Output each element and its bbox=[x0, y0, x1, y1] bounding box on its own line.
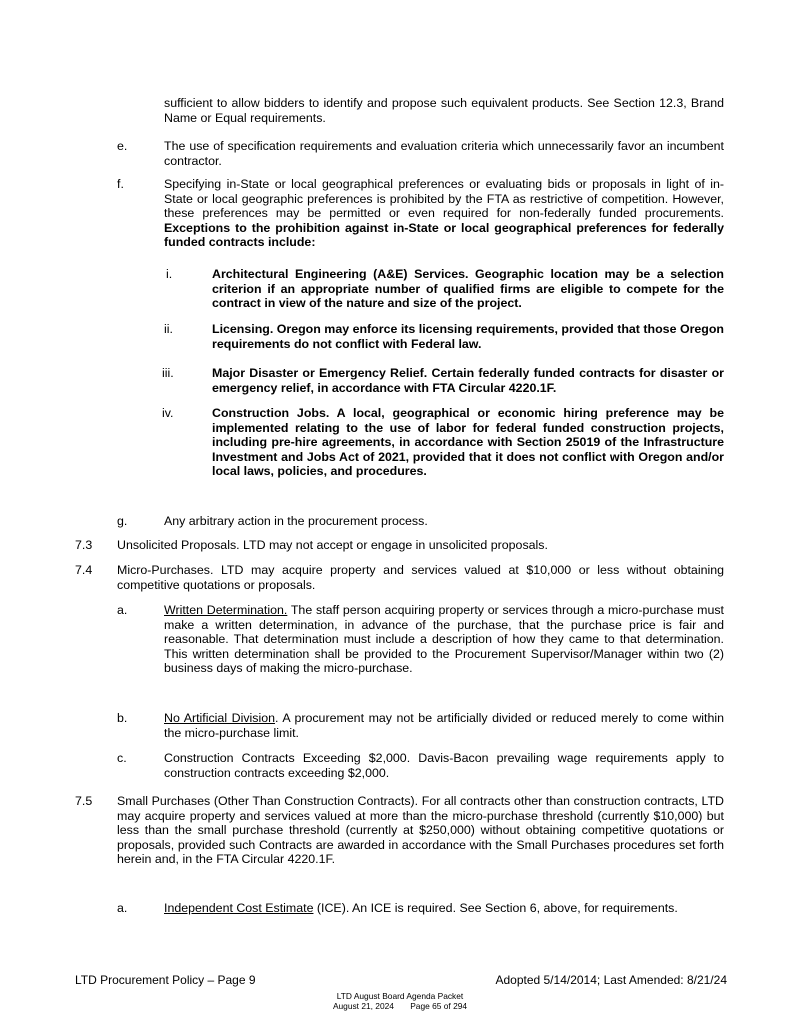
item-f-bold: Exceptions to the prohibition against in-State or local geographical preferences for federally funded contracts include: bbox=[164, 220, 724, 250]
section-7-4-a-label: a. bbox=[117, 603, 128, 617]
item-fii-text: Licensing. Oregon may enforce its licensing requirements, provided that those Oregon requirements do not conflict with Federal law. bbox=[212, 322, 724, 351]
item-e-text: The use of specification requirements and evaluation criteria which unnecessarily favor an incumbent contractor. bbox=[164, 139, 724, 168]
item-g-text: Any arbitrary action in the procurement process. bbox=[164, 514, 428, 528]
item-fii-label: ii. bbox=[164, 322, 173, 336]
item-fiv-label: iv. bbox=[162, 406, 174, 420]
item-f-text: Specifying in-State or local geographical preferences or evaluating bids or proposals in light of in-State or local geographic preferences is prohibited by the FTA as restrictive of competition. However, these preferences may be permitted or even required for non-federally funded procurements. bbox=[164, 177, 724, 221]
section-7-4-a-title: Written Determination. bbox=[164, 603, 288, 617]
section-7-5-a-text: (ICE). An ICE is required. See Section 6, above, for requirements. bbox=[313, 901, 678, 915]
section-7-5-a-title: Independent Cost Estimate bbox=[164, 901, 314, 915]
section-7-4-b-label: b. bbox=[117, 711, 128, 725]
section-7-4-c-label: c. bbox=[117, 751, 127, 765]
section-7-3-text: Unsolicited Proposals. LTD may not accept or engage in unsolicited proposals. bbox=[117, 538, 548, 552]
section-7-4-number: 7.4 bbox=[75, 563, 93, 577]
section-7-5-a-label: a. bbox=[117, 901, 128, 915]
item-f-label: f. bbox=[117, 177, 124, 191]
footer-right: Adopted 5/14/2014; Last Amended: 8/21/24 bbox=[495, 973, 727, 987]
section-7-4-b-text: . A procurement may not be artificially divided or reduced merely to come within the micro-purchase limit. bbox=[164, 711, 724, 740]
section-7-4-b-paragraph bbox=[164, 711, 724, 740]
section-7-5-number: 7.5 bbox=[75, 794, 93, 808]
section-7-4-b-title: No Artificial Division bbox=[164, 711, 276, 725]
footer-date-page: August 21, 2024 Page 65 of 294 bbox=[332, 1001, 468, 1011]
item-fiii-text: Major Disaster or Emergency Relief. Certain federally funded contracts for disaster or emergency relief, in accordance with FTA Circular 4220.1F. bbox=[212, 366, 724, 395]
section-7-4-c-text: Construction Contracts Exceeding $2,000. Davis-Bacon prevailing wage requirements apply to construction contracts exceeding $2,000. bbox=[164, 751, 724, 780]
section-7-4-text: Micro-Purchases. LTD may acquire property and services valued at $10,000 or less without obtaining competitive quotations or proposals. bbox=[117, 563, 724, 592]
continuation-paragraph: sufficient to allow bidders to identify and propose such equivalent products. See Section 12.3, Brand Name or Equal requirements. bbox=[164, 96, 724, 125]
item-e-label: e. bbox=[117, 139, 128, 153]
item-fi-text: Architectural Engineering (A&E) Services. Geographic location may be a selection criterion if an appropriate number of qualified firms are eligible to compete for the contract in view of the nature and size of the project. bbox=[212, 267, 724, 311]
section-7-5-a-paragraph bbox=[164, 901, 724, 916]
section-7-4-a-text: The staff person acquiring property or services through a micro-purchase must make a written determination, in advance of the purchase, that the purchase price is fair and reasonable. That determination must include a description of how they came to that determination. This written determination shall be provided to the Procurement Supervisor/Manager within two (2) business days of making the micro-purchase. bbox=[164, 603, 724, 676]
item-fi-label: i. bbox=[166, 267, 173, 281]
item-fiv-text: Construction Jobs. A local, geographical or economic hiring preference may be implemented relating to the use of labor for federal funded construction projects, including pre-hire agreements, in accordance with Section 25019 of the Infrastructure Investment and Jobs Act of 2021, provided that it does not conflict with Oregon and/or local laws, policies, and procedures. bbox=[212, 406, 724, 479]
item-fiii-label: iii. bbox=[162, 366, 174, 380]
section-7-5-text: Small Purchases (Other Than Construction Contracts). For all contracts other than construction contracts, LTD may acquire property and services valued at more than the micro-purchase threshold (currently $10,000) but less than the small purchase threshold (currently at $250,000) without obtaining competitive quotations or proposals, provided such Contracts are awarded in accordance with the Small Purchases procedures set forth herein and, in the FTA Circular 4220.1F. bbox=[117, 794, 724, 867]
footer-left: LTD Procurement Policy – Page 9 bbox=[75, 973, 256, 987]
item-g-label: g. bbox=[117, 514, 128, 528]
section-7-4-a-paragraph bbox=[164, 603, 724, 676]
item-f-paragraph bbox=[164, 177, 724, 250]
section-7-3-number: 7.3 bbox=[75, 538, 93, 552]
footer-packet-title: LTD August Board Agenda Packet bbox=[336, 991, 464, 1001]
